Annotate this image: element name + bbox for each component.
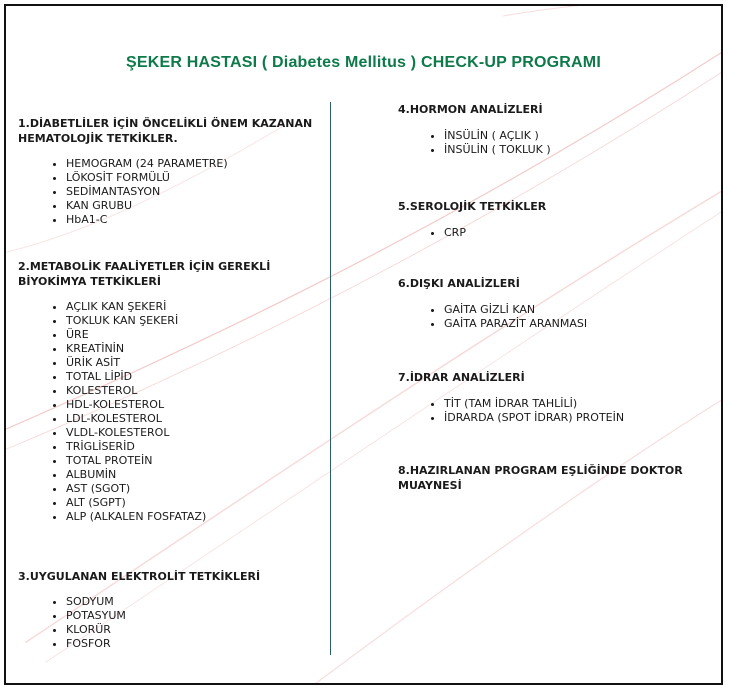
list-item: • ALBUMİN <box>66 468 318 482</box>
list-item: • SEDİMANTASYON <box>66 185 318 199</box>
list-item: • SODYUM <box>66 595 318 609</box>
list-item: • İNSÜLİN ( AÇLIK ) <box>444 129 718 143</box>
section-heading: 5.SEROLOJİK TETKİKLER <box>398 200 547 213</box>
list-item: • HEMOGRAM (24 PARAMETRE) <box>66 157 318 171</box>
left-column <box>18 116 318 651</box>
list-item: • İNSÜLİN ( TOKLUK ) <box>444 143 718 157</box>
section-hematology <box>18 116 318 227</box>
list-item: • KOLESTEROL <box>66 384 318 398</box>
list-item: • AÇLIK KAN ŞEKERİ <box>66 300 318 314</box>
section-heading: 3.UYGULANAN ELEKTROLİT TETKİKLERİ <box>18 570 261 583</box>
list-item: • FOSFOR <box>66 637 318 651</box>
test-list <box>18 300 318 524</box>
list-item: • İDRARDA (SPOT İDRAR) PROTEİN <box>444 411 718 425</box>
list-item: • LDL-KOLESTEROL <box>66 412 318 426</box>
test-list <box>398 226 718 240</box>
list-item: • CRP <box>444 226 718 240</box>
list-item: • ÜRİK ASİT <box>66 356 318 370</box>
test-list <box>398 129 718 157</box>
section-heading: 2.METABOLİK FAALİYETLER İÇİN GEREKLİ BİYOKİMYA TETKİKLERİ <box>18 260 271 288</box>
list-item: • KREATİNİN <box>66 342 318 356</box>
list-item: • GAİTA GİZLİ KAN <box>444 303 718 317</box>
section-electrolytes <box>18 569 318 651</box>
list-item: • TİT (TAM İDRAR TAHLİLİ) <box>444 397 718 411</box>
section-heading: 7.İDRAR ANALİZLERİ <box>398 371 525 384</box>
right-column <box>398 102 718 493</box>
list-item: • ALP (ALKALEN FOSFATAZ) <box>66 510 318 524</box>
test-list <box>398 397 718 425</box>
section-stool <box>398 276 718 331</box>
list-item: • KLORÜR <box>66 623 318 637</box>
test-list <box>398 303 718 331</box>
list-item: • TRİGLİSERİD <box>66 440 318 454</box>
section-biochemistry <box>18 259 318 524</box>
section-heading: 4.HORMON ANALİZLERİ <box>398 103 543 116</box>
list-item: • ALT (SGPT) <box>66 496 318 510</box>
section-hormone <box>398 102 718 157</box>
list-item: • HbA1-C <box>66 213 318 227</box>
list-item: • KAN GRUBU <box>66 199 318 213</box>
list-item: • LÖKOSİT FORMÜLÜ <box>66 171 318 185</box>
section-heading: 1.DİABETLİLER İÇİN ÖNCELİKLİ ÖNEM KAZANAN HEMATOLOJİK TETKİKLER. <box>18 117 313 145</box>
section-urine <box>398 370 718 425</box>
document-frame <box>4 4 723 685</box>
section-serology <box>398 199 718 240</box>
column-divider <box>330 102 331 655</box>
test-list <box>18 157 318 227</box>
page-title: ŞEKER HASTASI ( Diabetes Mellitus ) CHECK-UP PROGRAMI <box>126 54 601 71</box>
test-list <box>18 595 318 651</box>
list-item: • AST (SGOT) <box>66 482 318 496</box>
section-heading: 6.DIŞKI ANALİZLERİ <box>398 277 520 290</box>
list-item: • POTASYUM <box>66 609 318 623</box>
list-item: • TOTAL LİPİD <box>66 370 318 384</box>
list-item: • TOKLUK KAN ŞEKERİ <box>66 314 318 328</box>
list-item: • GAİTA PARAZİT ARANMASI <box>444 317 718 331</box>
section-doctor-exam <box>398 463 718 493</box>
section-heading: 8.HAZIRLANAN PROGRAM EŞLİĞİNDE DOKTOR MUAYNESİ <box>398 464 683 492</box>
list-item: • TOTAL PROTEİN <box>66 454 318 468</box>
list-item: • VLDL-KOLESTEROL <box>66 426 318 440</box>
list-item: • HDL-KOLESTEROL <box>66 398 318 412</box>
list-item: • ÜRE <box>66 328 318 342</box>
